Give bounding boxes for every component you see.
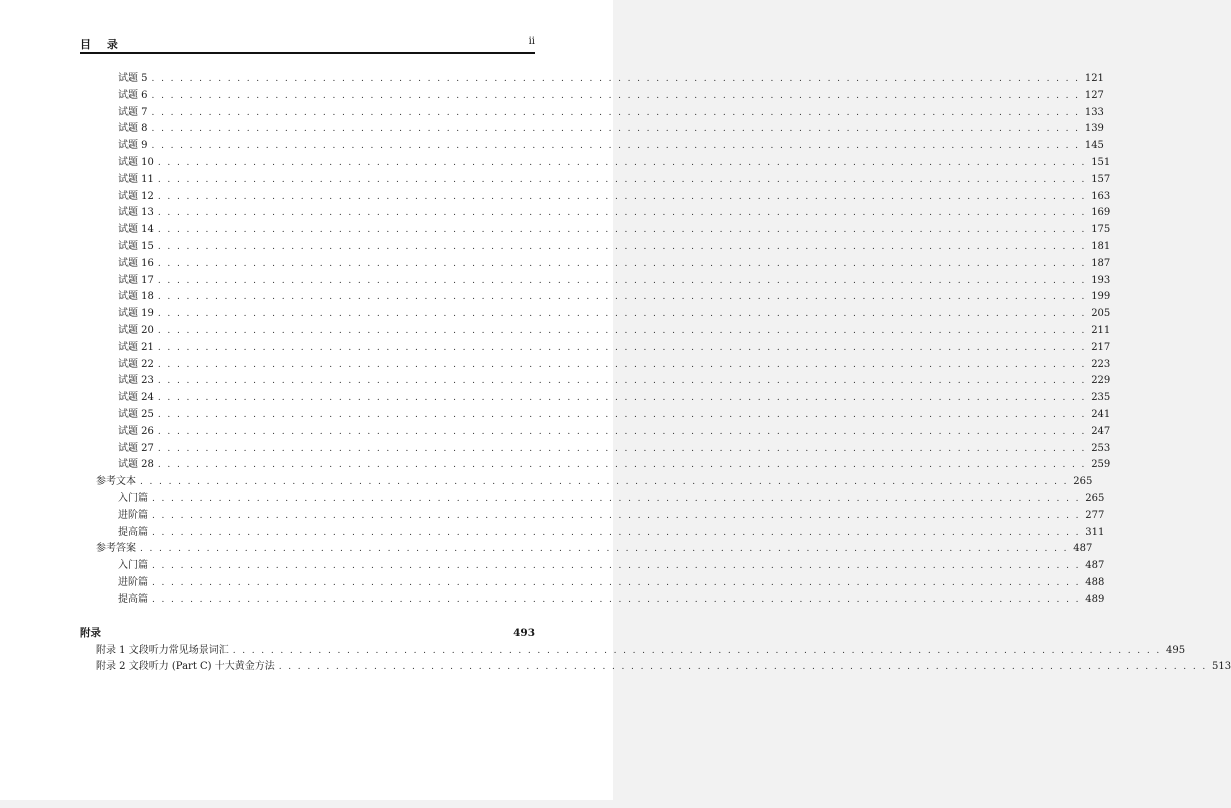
toc-entry-test-12[interactable] (80, 189, 1111, 206)
toc-entry-test-11[interactable] (80, 172, 1111, 189)
leader-dots: . . . . . . . . . . . . . . . . . . . . . . . . . . . . . . . . . . . . . . . . . . . . . . . . . . . . . . . . . . . . . . . . . . . . . . . . . . . . . . . . . . . . . . . . . . . . . . . . . . (157, 342, 1087, 353)
leader-dots: . . . . . . . . . . . . . . . . . . . . . . . . . . . . . . . . . . . . . . . . . . . . . . . . . . . . . . . . . . . . . . . . . . . . . . . . . . . . . . . . . . . . . . . . . . . . . . . . . . (157, 258, 1087, 269)
toc-entry-test-22[interactable] (80, 357, 1111, 374)
toc-entry-label: 试题 21 (118, 341, 154, 353)
toc-entry-page: 127 (1084, 89, 1104, 101)
toc-entry-test-8[interactable] (80, 121, 1104, 138)
table-of-contents (80, 71, 1231, 676)
toc-entry-test-25[interactable] (80, 407, 1111, 424)
toc-entry-page: 175 (1091, 224, 1111, 236)
toc-entry-test-9[interactable] (80, 138, 1104, 155)
leader-dots: . . . . . . . . . . . . . . . . . . . . . . . . . . . . . . . . . . . . . . . . . . . . . . . . . . . . . . . . . . . . . . . . . . . . . . . . . . . . . . . . . . . . . . . . . . . . . . . . . . (152, 527, 1081, 538)
toc-entry-test-14[interactable] (80, 222, 1111, 239)
toc-entry-test-15[interactable] (80, 239, 1111, 256)
toc-entry-page: 133 (1084, 106, 1104, 118)
toc-entry-test-20[interactable] (80, 323, 1111, 340)
toc-entry-test-6[interactable] (80, 88, 1104, 105)
toc-entry-label: 进阶篇 (118, 509, 148, 521)
toc-entry-label: 试题 5 (118, 73, 148, 84)
toc-entry-reference-text-advanced[interactable] (80, 525, 1105, 542)
toc-entry-label: 提高篇 (118, 526, 148, 538)
toc-entry-page: 121 (1084, 73, 1104, 84)
leader-dots: . . . . . . . . . . . . . . . . . . . . . . . . . . . . . . . . . . . . . . . . . . . . . . . . . . . . . . . . . . . . . . . . . . . . . . . . . . . . . . . . . . . . . . . . . . . . . . . . . . (157, 241, 1087, 252)
toc-entry-label: 试题 26 (118, 425, 154, 437)
toc-entry-label: 参考文本 (96, 476, 136, 488)
toc-entry-page: 495 (1166, 644, 1186, 656)
toc-entry-page: 235 (1091, 392, 1111, 404)
toc-entry-label: 试题 14 (118, 224, 154, 236)
leader-dots: . . . . . . . . . . . . . . . . . . . . . . . . . . . . . . . . . . . . . . . . . . . . . . . . . . . . . . . . . . . . . . . . . . . . . . . . . . . . . . . . . . . . . . . . . . . . . . . . . . (151, 124, 1080, 135)
toc-entry-page: 205 (1091, 308, 1111, 320)
header-rule (80, 52, 535, 54)
toc-entry-label: 试题 18 (118, 291, 154, 303)
toc-entry-page: 487 (1085, 560, 1105, 572)
toc-entry-label: 附录 2 文段听力 (Part C) 十大黄金方法 (96, 661, 275, 673)
toc-part-label: 附录 (80, 626, 101, 639)
leader-dots: . . . . . . . . . . . . . . . . . . . . . . . . . . . . . . . . . . . . . . . . . . . . . . . . . . . . . . . . . . . . . . . . . . . . . . . . . . . . . . . . . . . . . . . . . . . . . . . . . . (152, 510, 1081, 521)
toc-entry-label: 试题 13 (118, 207, 154, 219)
toc-entry-label: 试题 24 (118, 392, 154, 404)
toc-entry-page: 139 (1084, 123, 1104, 135)
toc-entry-page: 193 (1091, 274, 1111, 286)
toc-entry-reference-text-beginner[interactable] (80, 491, 1105, 508)
leader-dots: . . . . . . . . . . . . . . . . . . . . . . . . . . . . . . . . . . . . . . . . . . . . . . . . . . . . . . . . . . . . . . . . . . . . . . . . . . . . . . . . . . . . . . . . . . . . . . . . . . (152, 561, 1081, 572)
toc-entry-label: 试题 28 (118, 459, 154, 471)
leader-dots: . . . . . . . . . . . . . . . . . . . . . . . . . . . . . . . . . . . . . . . . . . . . . . . . . . . . . . . . . . . . . . . . . . . . . . . . . . . . . . . . . . . . . . . . . . . . . . . . . . (140, 544, 1069, 555)
toc-entry-page: 187 (1091, 257, 1111, 269)
toc-entry-label: 试题 23 (118, 375, 154, 387)
leader-dots: . . . . . . . . . . . . . . . . . . . . . . . . . . . . . . . . . . . . . . . . . . . . . . . . . . . . . . . . . . . . . . . . . . . . . . . . . . . . . . . . . . . . . . . . . . . . . . . . . . (157, 191, 1087, 202)
toc-entry-label: 试题 19 (118, 308, 154, 320)
toc-entry-page: 211 (1091, 324, 1111, 336)
toc-entry-page: 488 (1085, 576, 1105, 588)
toc-entry-label: 试题 15 (118, 240, 154, 252)
toc-entry-page: 247 (1091, 425, 1111, 437)
toc-entry-appendix-2[interactable] (80, 659, 1231, 676)
toc-entry-label: 试题 6 (118, 89, 148, 101)
toc-entry-label: 试题 22 (118, 358, 154, 370)
toc-entry-label: 入门篇 (118, 492, 148, 504)
leader-dots: . . . . . . . . . . . . . . . . . . . . . . . . . . . . . . . . . . . . . . . . . . . . . . . . . . . . . . . . . . . . . . . . . . . . . . . . . . . . . . . . . . . . . . . . . . . . . . . . . . (157, 443, 1087, 454)
toc-entry-label: 试题 17 (118, 274, 154, 286)
toc-entry-label: 试题 9 (118, 140, 148, 152)
toc-entry-test-13[interactable] (80, 205, 1111, 222)
toc-entry-page: 265 (1085, 492, 1105, 504)
toc-entry-reference-answers-advanced[interactable] (80, 592, 1105, 609)
leader-dots: . . . . . . . . . . . . . . . . . . . . . . . . . . . . . . . . . . . . . . . . . . . . . . . . . . . . . . . . . . . . . . . . . . . . . . . . . . . . . . . . . . . . . . . . . . . . . . . . . . (151, 90, 1080, 101)
toc-entry-label: 附录 1 文段听力常见场景词汇 (96, 644, 229, 656)
toc-entry-page: 145 (1084, 140, 1104, 152)
toc-part-page: 493 (513, 626, 535, 639)
toc-entry-test-7[interactable] (80, 105, 1104, 122)
toc-entry-test-17[interactable] (80, 273, 1111, 290)
toc-entry-test-19[interactable] (80, 306, 1111, 323)
leader-dots: . . . . . . . . . . . . . . . . . . . . . . . . . . . . . . . . . . . . . . . . . . . . . . . . . . . . . . . . . . . . . . . . . . . . . . . . . . . . . . . . . . . . . . . . . . . . . . . . . . (157, 460, 1087, 471)
toc-entry-test-16[interactable] (80, 256, 1111, 273)
toc-entry-reference-text[interactable] (80, 474, 1093, 491)
toc-entry-label: 参考答案 (96, 543, 136, 555)
toc-entry-page: 277 (1085, 509, 1105, 521)
leader-dots: . . . . . . . . . . . . . . . . . . . . . . . . . . . . . . . . . . . . . . . . . . . . . . . . . . . . . . . . . . . . . . . . . . . . . . . . . . . . . . . . . . . . . . . . . . . . . . . . . . (157, 325, 1087, 336)
toc-entry-label: 试题 11 (118, 173, 154, 185)
leader-dots: . . . . . . . . . . . . . . . . . . . . . . . . . . . . . . . . . . . . . . . . . . . . . . . . . . . . . . . . . . . . . . . . . . . . . . . . . . . . . . . . . . . . . . . . . . . . . . . . . . (157, 426, 1087, 437)
leader-dots: . . . . . . . . . . . . . . . . . . . . . . . . . . . . . . . . . . . . . . . . . . . . . . . . . . . . . . . . . . . . . . . . . . . . . . . . . . . . . . . . . . . . . . . . . . . . . . . . . . (151, 141, 1080, 152)
toc-entry-page: 199 (1091, 291, 1111, 303)
toc-entry-reference-answers[interactable] (80, 541, 1093, 558)
toc-entry-label: 试题 7 (118, 106, 148, 118)
leader-dots: . . . . . . . . . . . . . . . . . . . . . . . . . . . . . . . . . . . . . . . . . . . . . . . . . . . . . . . . . . . . . . . . . . . . . . . . . . . . . . . . . . . . . . . . . . . . . . . . . . (157, 409, 1087, 420)
toc-entry-test-28[interactable] (80, 457, 1111, 474)
toc-entry-test-5[interactable] (80, 71, 1104, 88)
toc-entry-label: 提高篇 (118, 593, 148, 605)
toc-entry-page: 265 (1073, 476, 1093, 488)
toc-entry-label: 试题 10 (118, 156, 154, 168)
toc-entry-appendix-1[interactable] (80, 643, 1186, 660)
leader-dots: . . . . . . . . . . . . . . . . . . . . . . . . . . . . . . . . . . . . . . . . . . . . . . . . . . . . . . . . . . . . . . . . . . . . . . . . . . . . . . . . . . . . . . . . . . . . . . . . . . (232, 645, 1162, 656)
toc-entry-page: 217 (1091, 341, 1111, 353)
toc-entry-test-18[interactable] (80, 289, 1111, 306)
toc-entry-label: 试题 8 (118, 123, 148, 135)
leader-dots: . . . . . . . . . . . . . . . . . . . . . . . . . . . . . . . . . . . . . . . . . . . . . . . . . . . . . . . . . . . . . . . . . . . . . . . . . . . . . . . . . . . . . . . . . . . . . . . . . . (152, 594, 1081, 605)
toc-entry-reference-answers-beginner[interactable] (80, 558, 1105, 575)
toc-entry-label: 入门篇 (118, 560, 148, 572)
toc-entry-page: 157 (1091, 173, 1111, 185)
toc-part-appendix[interactable] (80, 623, 535, 643)
leader-dots: . . . . . . . . . . . . . . . . . . . . . . . . . . . . . . . . . . . . . . . . . . . . . . . . . . . . . . . . . . . . . . . . . . . . . . . . . . . . . . . . . . . . . . . . . . . . . . . . . . (152, 493, 1081, 504)
toc-entry-test-24[interactable] (80, 390, 1111, 407)
toc-entry-page: 181 (1091, 240, 1111, 252)
leader-dots: . . . . . . . . . . . . . . . . . . . . . . . . . . . . . . . . . . . . . . . . . . . . . . . . . . . . . . . . . . . . . . . . . . . . . . . . . . . . . . . . . . . . . . . . . . . . . . . . . . (157, 376, 1087, 387)
leader-dots: . . . . . . . . . . . . . . . . . . . . . . . . . . . . . . . . . . . . . . . . . . . . . . . . . . . . . . . . . . . . . . . . . . . . . . . . . . . . . . . . . . . . . . . . . . . . . . . . . . (157, 359, 1087, 370)
toc-entry-test-21[interactable] (80, 340, 1111, 357)
leader-dots: . . . . . . . . . . . . . . . . . . . . . . . . . . . . . . . . . . . . . . . . . . . . . . . . . . . . . . . . . . . . . . . . . . . . . . . . . . . . . . . . . . . . . . . . . . . . . . . . . . (151, 74, 1080, 84)
toc-entry-page: 241 (1091, 408, 1111, 420)
toc-entry-page: 311 (1085, 526, 1105, 538)
leader-dots: . . . . . . . . . . . . . . . . . . . . . . . . . . . . . . . . . . . . . . . . . . . . . . . . . . . . . . . . . . . . . . . . . . . . . . . . . . . . . . . . . . . . . . . . . . . . . . . . . . (157, 393, 1087, 404)
toc-entry-label: 试题 25 (118, 408, 154, 420)
leader-dots: . . . . . . . . . . . . . . . . . . . . . . . . . . . . . . . . . . . . . . . . . . . . . . . . . . . . . . . . . . . . . . . . . . . . . . . . . . . . . . . . . . . . . . . . . . . . . . . . . . (157, 208, 1087, 219)
toc-entry-reference-text-intermediate[interactable] (80, 508, 1105, 525)
toc-entry-label: 试题 20 (118, 324, 154, 336)
toc-entry-page: 259 (1091, 459, 1111, 471)
toc-entry-page: 489 (1085, 593, 1105, 605)
leader-dots: . . . . . . . . . . . . . . . . . . . . . . . . . . . . . . . . . . . . . . . . . . . . . . . . . . . . . . . . . . . . . . . . . . . . . . . . . . . . . . . . . . . . . . . . . . . . . . . . . . (157, 275, 1087, 286)
toc-entry-test-23[interactable] (80, 373, 1111, 390)
toc-entry-page: 223 (1091, 358, 1111, 370)
running-header (80, 36, 535, 52)
toc-entry-label: 试题 27 (118, 442, 154, 454)
toc-entry-label: 试题 16 (118, 257, 154, 269)
leader-dots: . . . . . . . . . . . . . . . . . . . . . . . . . . . . . . . . . . . . . . . . . . . . . . . . . . . . . . . . . . . . . . . . . . . . . . . . . . . . . . . . . . . . . . . . . . . . . . . . . . (152, 577, 1081, 588)
toc-entry-page: 151 (1091, 156, 1111, 168)
toc-entry-page: 487 (1073, 543, 1093, 555)
leader-dots: . . . . . . . . . . . . . . . . . . . . . . . . . . . . . . . . . . . . . . . . . . . . . . . . . . . . . . . . . . . . . . . . . . . . . . . . . . . . . . . . . . . . . . . . . . . . . . . . . . (140, 477, 1069, 488)
toc-entry-test-10[interactable] (80, 155, 1111, 172)
leader-dots: . . . . . . . . . . . . . . . . . . . . . . . . . . . . . . . . . . . . . . . . . . . . . . . . . . . . . . . . . . . . . . . . . . . . . . . . . . . . . . . . . . . . . . . . . . . . . . . . . . (157, 157, 1087, 168)
toc-entry-page: 169 (1091, 207, 1111, 219)
toc-entry-test-26[interactable] (80, 424, 1111, 441)
leader-dots: . . . . . . . . . . . . . . . . . . . . . . . . . . . . . . . . . . . . . . . . . . . . . . . . . . . . . . . . . . . . . . . . . . . . . . . . . . . . . . . . . . . . . . . . . . . . . . . . . . (157, 292, 1087, 303)
toc-entry-reference-answers-intermediate[interactable] (80, 575, 1105, 592)
toc-entry-page: 253 (1091, 442, 1111, 454)
toc-entry-page: 229 (1091, 375, 1111, 387)
header-title: 目 录 (80, 38, 124, 51)
leader-dots: . . . . . . . . . . . . . . . . . . . . . . . . . . . . . . . . . . . . . . . . . . . . . . . . . . . . . . . . . . . . . . . . . . . . . . . . . . . . . . . . . . . . . . . . . . . . . . . . . . (157, 309, 1087, 320)
toc-entry-test-27[interactable] (80, 441, 1111, 458)
toc-entry-page: 513 (1212, 661, 1231, 673)
leader-dots: . . . . . . . . . . . . . . . . . . . . . . . . . . . . . . . . . . . . . . . . . . . . . . . . . . . . . . . . . . . . . . . . . . . . . . . . . . . . . . . . . . . . . . . . . . . . . . . . . . (157, 174, 1087, 185)
leader-dots: . . . . . . . . . . . . . . . . . . . . . . . . . . . . . . . . . . . . . . . . . . . . . . . . . . . . . . . . . . . . . . . . . . . . . . . . . . . . . . . . . . . . . . . . . . . . . . . . . . (151, 107, 1080, 118)
toc-entry-label: 进阶篇 (118, 576, 148, 588)
toc-entry-label: 试题 12 (118, 190, 154, 202)
leader-dots: . . . . . . . . . . . . . . . . . . . . . . . . . . . . . . . . . . . . . . . . . . . . . . . . . . . . . . . . . . . . . . . . . . . . . . . . . . . . . . . . . . . . . . . . . . . . . . . . . . (157, 225, 1087, 236)
header-page-number: ii (528, 36, 535, 47)
leader-dots: . . . . . . . . . . . . . . . . . . . . . . . . . . . . . . . . . . . . . . . . . . . . . . . . . . . . . . . . . . . . . . . . . . . . . . . . . . . . . . . . . . . . . . . . . . . . . . . . . . (278, 662, 1208, 673)
toc-entry-page: 163 (1091, 190, 1111, 202)
